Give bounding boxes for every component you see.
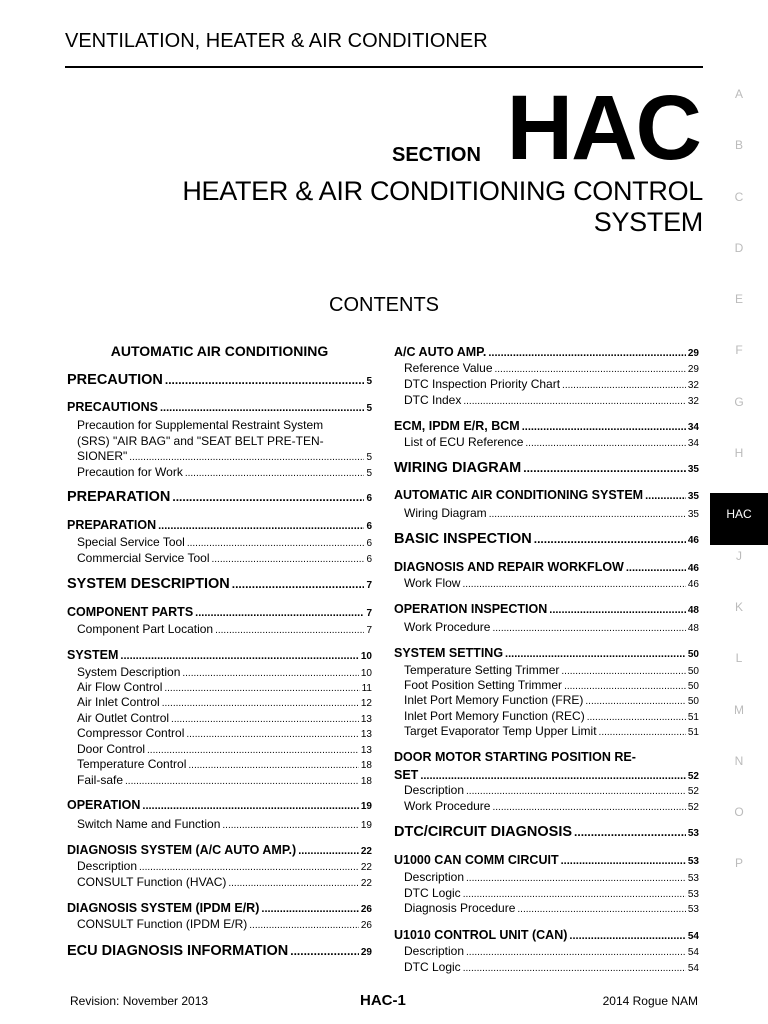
- toc-right-entry: [394, 620, 699, 634]
- contents-heading: CONTENTS: [329, 294, 439, 316]
- toc-left-entry-page: 13: [360, 729, 372, 740]
- dot-leader: [188, 760, 358, 771]
- section-index-tabs: [710, 83, 768, 904]
- toc-right-entry: [394, 361, 699, 375]
- toc-left-entry-title: Description: [77, 859, 138, 873]
- toc-left-entry: [67, 518, 372, 532]
- dot-leader: [420, 770, 686, 782]
- toc-right-entry-page: 34: [687, 422, 699, 433]
- section-tab-b: B: [734, 138, 743, 153]
- section-title: HEATER & AIR CONDITIONING CONTROL SYSTEM: [182, 176, 703, 237]
- toc-left-entry-title: Switch Name and Function: [77, 817, 221, 831]
- toc-right-entry: [394, 709, 699, 723]
- toc-right-entry-title: BASIC INSPECTION: [394, 531, 532, 547]
- dot-leader: [569, 930, 685, 942]
- toc-right-entry-title: Foot Position Setting Trimmer: [404, 678, 563, 692]
- toc-left-entry-page: 18: [360, 776, 372, 787]
- toc-right-entry: [394, 870, 699, 884]
- toc-right-entry-title: U1010 CONTROL UNIT (CAN): [394, 928, 568, 942]
- toc-right-entry-page: 46: [687, 563, 699, 574]
- toc-right-entry-title: DTC Index: [404, 393, 462, 407]
- toc-left-entry: [67, 622, 372, 636]
- toc-right-entry: [394, 960, 699, 974]
- toc-left-entry-title: SIONER": [77, 449, 128, 463]
- toc-right-entry-title: DIAGNOSIS AND REPAIR WORKFLOW: [394, 560, 624, 574]
- toc-right-entry-page: 53: [687, 828, 699, 839]
- toc-left-entry: [67, 680, 372, 694]
- toc-right-entry-title: U1000 CAN COMM CIRCUIT: [394, 853, 559, 867]
- dot-leader: [232, 577, 365, 591]
- toc-right-entry-title: Work Procedure: [404, 620, 491, 634]
- section-tab-j: J: [736, 548, 742, 563]
- toc-right-entry-page: 48: [687, 623, 699, 634]
- section-tab-h: H: [734, 446, 744, 461]
- toc-right-entry-page: 46: [687, 535, 699, 546]
- toc-left-entry-page: 6: [366, 493, 372, 504]
- toc-left-entry: [67, 901, 372, 915]
- dot-leader: [517, 904, 685, 915]
- dot-leader: [222, 820, 358, 831]
- section-tab-p: P: [734, 856, 743, 871]
- toc-left-entry: [67, 400, 372, 414]
- dot-leader: [562, 380, 686, 391]
- dot-leader: [215, 625, 364, 636]
- dot-leader: [125, 776, 359, 787]
- toc-right-entry-title: Work Flow: [404, 576, 461, 590]
- toc-left-entry-title: Precaution for Supplemental Restraint System: [77, 418, 324, 432]
- toc-left-entry: [67, 757, 372, 771]
- toc-left-entry: [67, 343, 372, 359]
- toc-right-entry: [394, 663, 699, 677]
- toc-right-entry: [394, 853, 699, 867]
- toc-right-entry: [394, 435, 699, 449]
- toc-right-entry-page: 53: [687, 873, 699, 884]
- dot-leader: [158, 520, 364, 532]
- section-code: HAC: [506, 77, 700, 179]
- toc-left-entry-page: 10: [360, 651, 372, 662]
- toc-left-entry-title: AUTOMATIC AIR CONDITIONING: [110, 343, 329, 359]
- toc-right-entry-page: 35: [687, 491, 699, 502]
- toc-right-entry-title: Temperature Setting Trimmer: [404, 663, 560, 677]
- dot-leader: [120, 650, 358, 662]
- dot-leader: [142, 800, 358, 812]
- toc-right-entry: [394, 783, 699, 797]
- dot-leader: [186, 729, 359, 740]
- toc-right-entry: [394, 928, 699, 942]
- toc-right-entry-title: DTC Logic: [404, 960, 461, 974]
- toc-right-entry: [394, 646, 699, 660]
- toc-left-entry-page: 18: [360, 760, 372, 771]
- dot-leader: [523, 461, 686, 475]
- toc-right-entry: [394, 460, 699, 476]
- dot-leader: [561, 666, 685, 677]
- toc-right-entry-page: 54: [687, 963, 699, 974]
- toc-right-entry-title: Reference Value: [404, 361, 493, 375]
- toc-left-entry: [67, 917, 372, 931]
- dot-leader: [466, 873, 686, 884]
- dot-leader: [561, 855, 686, 867]
- section-tab-e: E: [734, 292, 743, 307]
- toc-left-entry-page: 6: [366, 538, 372, 549]
- toc-right-entry: [394, 693, 699, 707]
- toc-left-entry: [67, 372, 372, 388]
- toc-left-entry-title: Compressor Control: [77, 726, 185, 740]
- toc-left-entry: [67, 449, 372, 463]
- toc-left-entry: [67, 665, 372, 679]
- footer-model: 2014 Rogue NAM: [602, 994, 698, 1008]
- dot-leader: [185, 468, 365, 479]
- toc-right-entry-title: AUTOMATIC AIR CONDITIONING SYSTEM: [394, 488, 644, 502]
- toc-right-entry-page: 52: [687, 786, 699, 797]
- section-label: SECTION: [392, 144, 481, 166]
- toc-left-entry-title: System Description: [77, 665, 181, 679]
- dot-leader: [564, 681, 686, 692]
- toc-right-entry-page: 53: [687, 904, 699, 915]
- section-tab-o: O: [734, 805, 744, 820]
- toc-left-entry-title: Component Part Location: [77, 622, 214, 636]
- dot-leader: [574, 825, 686, 839]
- toc-right-entry-title: List of ECU Reference: [404, 435, 524, 449]
- section-tab-c: C: [734, 189, 744, 204]
- toc-right-entry-page: 53: [687, 856, 699, 867]
- toc-left-entry-title: Air Flow Control: [77, 680, 163, 694]
- toc-left-entry-title: Air Inlet Control: [77, 695, 160, 709]
- toc-left-entry: [67, 535, 372, 549]
- toc-left-entry-page: 5: [366, 468, 372, 479]
- toc-left-entry-title: DIAGNOSIS SYSTEM (A/C AUTO AMP.): [67, 843, 297, 857]
- dot-leader: [492, 802, 685, 813]
- toc-left-entry-page: 12: [360, 698, 372, 709]
- toc-left-entry-page: 7: [366, 608, 372, 619]
- toc-left-entry: [67, 742, 372, 756]
- toc-right-entry-page: 54: [687, 947, 699, 958]
- dot-leader: [585, 696, 685, 707]
- dot-leader: [463, 889, 686, 900]
- toc-right-entry-page: 46: [687, 579, 699, 590]
- dot-leader: [298, 845, 359, 857]
- section-tab-k: K: [734, 599, 743, 614]
- toc-left-entry: [67, 875, 372, 889]
- toc-right-entry: [394, 345, 699, 359]
- dot-leader: [505, 648, 686, 660]
- dot-leader: [463, 396, 686, 407]
- toc-left-entry: [67, 843, 372, 857]
- toc-right-entry-page: 32: [687, 380, 699, 391]
- toc-right-entry: [394, 560, 699, 574]
- toc-left-entry: [67, 489, 372, 505]
- dot-leader: [466, 947, 686, 958]
- section-tab-f: F: [735, 343, 743, 358]
- toc-right-entry-page: 50: [687, 681, 699, 692]
- toc-right-entry-page: 50: [687, 649, 699, 660]
- toc-left-entry: [67, 943, 372, 959]
- dot-leader: [492, 623, 685, 634]
- toc-right-entry-title: OPERATION INSPECTION: [394, 602, 548, 616]
- toc-left-entry: [67, 551, 372, 565]
- toc-left-entry-title: PREPARATION: [67, 518, 157, 532]
- toc-right-entry-title: Description: [404, 783, 465, 797]
- toc-right-entry-title: Work Procedure: [404, 799, 491, 813]
- toc-right-entry: [394, 901, 699, 915]
- toc-right-entry-title: Wiring Diagram: [404, 506, 487, 520]
- toc-left-entry-page: 5: [366, 403, 372, 414]
- toc-right-entry-page: 50: [687, 666, 699, 677]
- toc-right-entry-page: 32: [687, 396, 699, 407]
- footer-revision: Revision: November 2013: [70, 994, 209, 1008]
- dot-leader: [462, 579, 685, 590]
- dot-leader: [534, 532, 686, 546]
- toc-right-entry-page: 29: [687, 364, 699, 375]
- footer-page-id: HAC-1: [360, 992, 406, 1009]
- dot-leader: [171, 714, 359, 725]
- toc-left-entry: [67, 859, 372, 873]
- dot-leader: [587, 712, 686, 723]
- toc-right-entry: [394, 506, 699, 520]
- dot-leader: [463, 963, 686, 974]
- toc-left-entry-page: 13: [360, 745, 372, 756]
- toc-right-entry: [394, 799, 699, 813]
- toc-left-entry-page: 13: [360, 714, 372, 725]
- toc-left-entry-page: 7: [366, 580, 372, 591]
- toc-left-entry-title: PRECAUTIONS: [67, 400, 158, 414]
- toc-left-entry-title: Temperature Control: [77, 757, 187, 771]
- section-tab-a: A: [734, 87, 743, 101]
- toc-right-entry-title: ECM, IPDM E/R, BCM: [394, 419, 520, 433]
- toc-right-entry-title: Description: [404, 944, 465, 958]
- toc-right-entry: [394, 576, 699, 590]
- section-tab-m: M: [734, 702, 744, 717]
- header-title: VENTILATION, HEATER & AIR CONDITIONER: [65, 30, 488, 52]
- dot-leader: [549, 604, 686, 616]
- dot-leader: [495, 364, 686, 375]
- toc-right-entry-page: 52: [687, 802, 699, 813]
- toc-right-entry: [394, 488, 699, 502]
- dot-leader: [522, 421, 686, 433]
- toc-right-entry: [394, 419, 699, 433]
- toc-left-entry: [67, 465, 372, 479]
- toc-left-entry-page: 7: [366, 625, 372, 636]
- toc-right-entry: [394, 944, 699, 958]
- toc-right-entry: [394, 531, 699, 547]
- toc-left-entry-page: 22: [360, 862, 372, 873]
- toc-left-entry-page: 6: [366, 521, 372, 532]
- toc-right-entry-page: 29: [687, 348, 699, 359]
- dot-leader: [228, 878, 359, 889]
- toc-left-entry-title: (SRS) "AIR BAG" and "SEAT BELT PRE-TEN-: [77, 434, 324, 448]
- section-tab-n: N: [734, 753, 744, 768]
- toc-right-entry-page: 52: [687, 771, 699, 782]
- toc-left-entry-title: SYSTEM: [67, 648, 119, 662]
- toc-left-entry: [67, 576, 372, 592]
- toc-left-entry: [67, 418, 372, 432]
- dot-leader: [165, 373, 365, 387]
- toc-left-entry-title: Special Service Tool: [77, 535, 185, 549]
- toc-right-entry-title: Description: [404, 870, 465, 884]
- toc-left-entry-title: COMPONENT PARTS: [67, 605, 194, 619]
- toc-left-entry: [67, 711, 372, 725]
- toc-left-entry-page: 19: [360, 820, 372, 831]
- toc-right-entry-title: SYSTEM SETTING: [394, 646, 504, 660]
- toc-left-entry-title: PREPARATION: [67, 489, 171, 505]
- toc-right-entry: [394, 750, 699, 764]
- section-tab-g: G: [734, 394, 744, 409]
- toc-left-entry-page: 26: [360, 920, 372, 931]
- dot-leader: [599, 727, 686, 738]
- toc-right-entry-page: 50: [687, 696, 699, 707]
- toc-right-entry-title: Inlet Port Memory Function (REC): [404, 709, 585, 723]
- toc-right-entry-title: Diagnosis Procedure: [404, 901, 516, 915]
- toc-left-entry-title: PRECAUTION: [67, 372, 163, 388]
- dot-leader: [187, 538, 365, 549]
- dot-leader: [147, 745, 359, 756]
- toc-right-entry: [394, 886, 699, 900]
- toc-right-entry: [394, 724, 699, 738]
- toc-right-entry-title: DTC/CIRCUIT DIAGNOSIS: [394, 824, 573, 840]
- toc-right-entry-title: DTC Inspection Priority Chart: [404, 377, 561, 391]
- dot-leader: [195, 607, 364, 619]
- toc-right-entry: [394, 393, 699, 407]
- toc-left-entry: [67, 798, 372, 812]
- dot-leader: [489, 509, 686, 520]
- header-rule: [65, 66, 703, 68]
- toc-left-entry-title: DIAGNOSIS SYSTEM (IPDM E/R): [67, 901, 260, 915]
- dot-leader: [164, 683, 359, 694]
- toc-left-entry-title: OPERATION: [67, 798, 141, 812]
- toc-left-entry: [67, 434, 372, 448]
- toc-left-entry: [67, 695, 372, 709]
- toc-left-entry-page: 19: [360, 801, 372, 812]
- toc-left-entry-title: Commercial Service Tool: [77, 551, 210, 565]
- section-tab-l: L: [735, 651, 743, 666]
- toc-left-entry-page: 26: [360, 904, 372, 915]
- toc-right-entry-title: Target Evaporator Temp Upper Limit: [404, 724, 597, 738]
- dot-leader: [172, 490, 364, 504]
- dot-leader: [249, 920, 359, 931]
- toc-left-entry-title: Precaution for Work: [77, 465, 183, 479]
- toc-right-entry-page: 48: [687, 605, 699, 616]
- dot-leader: [139, 862, 359, 873]
- toc-left-entry-title: Air Outlet Control: [77, 711, 170, 725]
- dot-leader: [182, 668, 359, 679]
- toc-right-entry: [394, 377, 699, 391]
- dot-leader: [162, 698, 359, 709]
- dot-leader: [261, 903, 358, 915]
- toc-left-entry-page: 22: [360, 878, 372, 889]
- toc-left-entry: [67, 817, 372, 831]
- toc-left-entry-page: 6: [366, 554, 372, 565]
- toc-left-entry-page: 5: [366, 376, 372, 387]
- dot-leader: [466, 786, 686, 797]
- toc-right-entry-title: DTC Logic: [404, 886, 461, 900]
- dot-leader: [645, 490, 686, 502]
- toc-right-entry-page: 34: [687, 438, 699, 449]
- toc-right-entry-title: SET: [394, 768, 419, 782]
- toc-left-entry-title: SYSTEM DESCRIPTION: [67, 576, 230, 592]
- section-tab-hac: HAC: [710, 493, 768, 544]
- toc-left-entry: [67, 773, 372, 787]
- toc-right-entry-page: 35: [687, 509, 699, 520]
- dot-leader: [129, 452, 364, 463]
- toc-left-entry-title: Fail-safe: [77, 773, 124, 787]
- toc-right-entry: [394, 602, 699, 616]
- toc-right-entry: [394, 678, 699, 692]
- toc-left-entry: [67, 726, 372, 740]
- toc-left-entry-page: 29: [360, 947, 372, 958]
- toc-left-entry-title: ECU DIAGNOSIS INFORMATION: [67, 943, 289, 959]
- dot-leader: [160, 402, 364, 414]
- toc-left-entry-page: 22: [360, 846, 372, 857]
- toc-left-entry-title: CONSULT Function (IPDM E/R): [77, 917, 248, 931]
- toc-left-entry: [67, 605, 372, 619]
- toc-left-entry: [67, 648, 372, 662]
- toc-left-entry-title: Door Control: [77, 742, 146, 756]
- dot-leader: [488, 347, 686, 359]
- section-tab-d: D: [734, 240, 744, 255]
- toc-left-entry-page: 11: [361, 683, 372, 694]
- toc-right-entry: [394, 768, 699, 782]
- toc-right-entry-page: 54: [687, 931, 699, 942]
- toc-right-entry-title: WIRING DIAGRAM: [394, 460, 522, 476]
- toc-right-entry: [394, 824, 699, 840]
- dot-leader: [290, 944, 359, 958]
- toc-right-entry-page: 51: [687, 727, 699, 738]
- toc-right-entry-title: Inlet Port Memory Function (FRE): [404, 693, 584, 707]
- toc-right-entry-title: DOOR MOTOR STARTING POSITION RE-: [394, 750, 636, 764]
- dot-leader: [212, 554, 365, 565]
- toc-left-entry-page: 10: [360, 668, 372, 679]
- toc-right-entry-title: A/C AUTO AMP.: [394, 345, 487, 359]
- dot-leader: [626, 562, 686, 574]
- dot-leader: [525, 438, 685, 449]
- toc-right-entry-page: 51: [687, 712, 699, 723]
- toc-left-entry-page: 5: [366, 452, 372, 463]
- toc-right-entry-page: 35: [687, 464, 699, 475]
- toc-right-entry-page: 53: [687, 889, 699, 900]
- toc-left-entry-title: CONSULT Function (HVAC): [77, 875, 227, 889]
